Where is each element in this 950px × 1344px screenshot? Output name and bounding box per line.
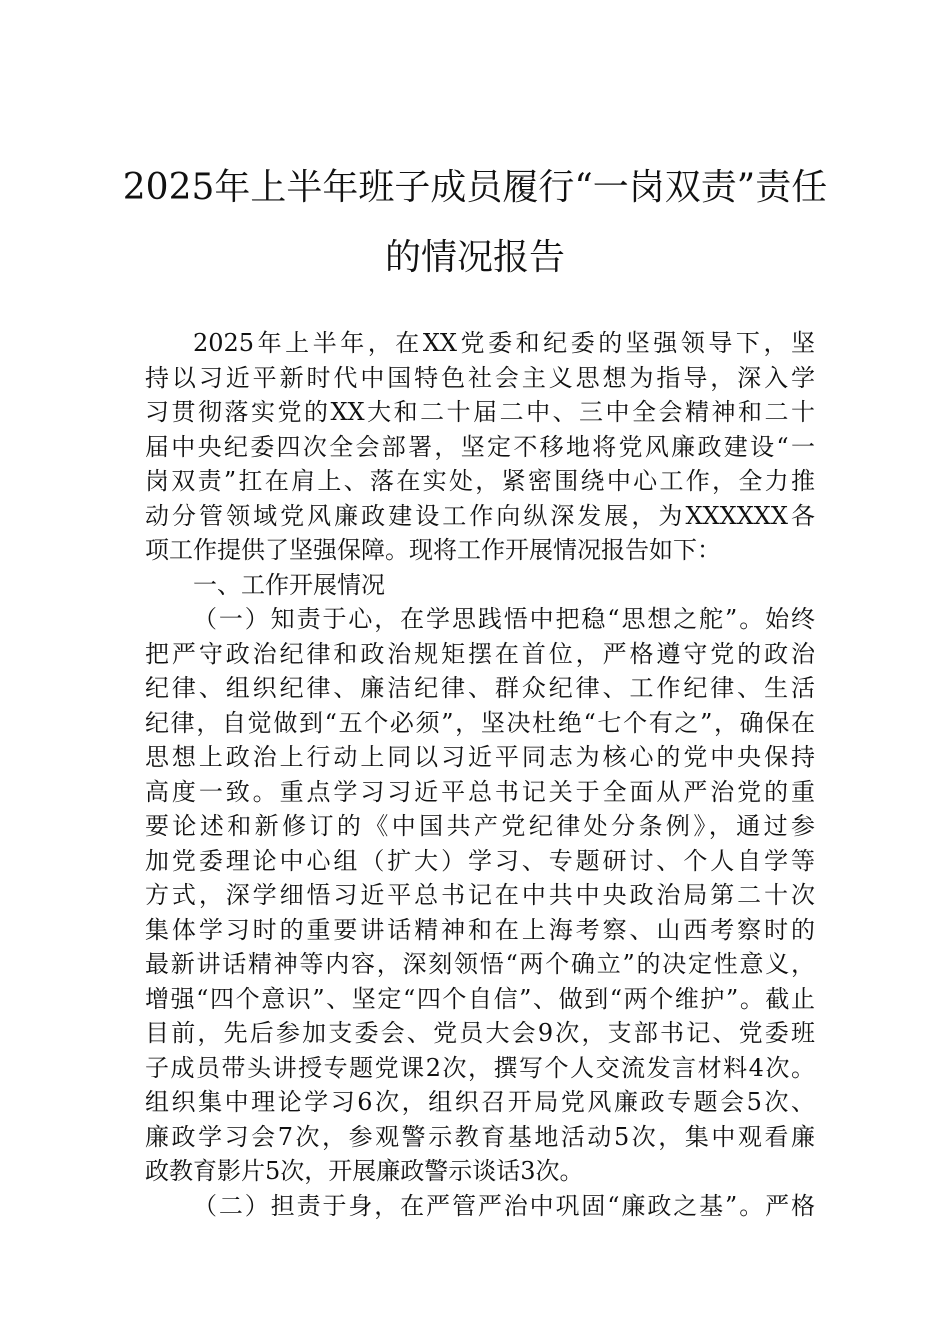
- paragraph-line: 2025年上半年，在XX党委和纪委的坚强领导下，坚: [193, 329, 815, 357]
- paragraph-line: 政教育影片5次，开展廉政警示谈话3次。: [145, 1157, 584, 1185]
- section-heading: 一、工作开展情况: [193, 570, 385, 599]
- document-title-line-2: 的情况报告: [384, 237, 565, 278]
- paragraph-line: 思想上政治上行动上同以习近平同志为核心的党中央保持: [145, 743, 815, 771]
- paragraph-line: 纪律，自觉做到“五个必须”，坚决杜绝“七个有之”，确保在: [145, 708, 815, 737]
- paragraph-line: 方式，深学细悟习近平总书记在中共中央政治局第二十次: [145, 881, 815, 909]
- paragraph-line: 要论述和新修订的《中国共产党纪律处分条例》，通过参: [145, 812, 815, 840]
- paragraph-line: 把严守政治纪律和政治规矩摆在首位，严格遵守党的政治: [145, 639, 815, 668]
- paragraph-line: 届中央纪委四次全会部署，坚定不移地将党风廉政建设“一: [145, 432, 815, 461]
- paragraph-line: 持以习近平新时代中国特色社会主义思想为指导，深入学: [145, 363, 815, 392]
- paragraph-line: 集体学习时的重要讲话精神和在上海考察、山西考察时的: [145, 915, 815, 944]
- paragraph-line: 增强“四个意识”、坚定“四个自信”、做到“两个维护”。截止: [145, 984, 815, 1013]
- paragraph-line: 高度一致。重点学习习近平总书记关于全面从严治党的重: [145, 777, 815, 806]
- paragraph-line: （二）担责于身，在严管严治中巩固“廉政之基”。严格: [193, 1191, 815, 1220]
- document-body: [145, 326, 815, 1223]
- document-title-line-1: 2025年上半年班子成员履行“一岗双责”责任: [122, 167, 828, 208]
- paragraph-line: 纪律、组织纪律、廉洁纪律、群众纪律、工作纪律、生活: [145, 674, 815, 702]
- paragraph-line: 项工作提供了坚强保障。现将工作开展情况报告如下：: [145, 536, 721, 564]
- paragraph-line: 加党委理论中心组（扩大）学习、专题研讨、个人自学等: [145, 846, 815, 875]
- paragraph-line: 习贯彻落实党的XX大和二十届二中、三中全会精神和二十: [145, 398, 815, 426]
- paragraph-line: 组织集中理论学习6次，组织召开局党风廉政专题会5次、: [145, 1088, 815, 1116]
- paragraph-line: 最新讲话精神等内容，深刻领悟“两个确立”的决定性意义，: [145, 950, 815, 978]
- paragraph-line: （一）知责于心，在学思践悟中把稳“思想之舵”。始终: [193, 605, 815, 633]
- paragraph-line: 子成员带头讲授专题党课2次，撰写个人交流发言材料4次。: [145, 1053, 815, 1082]
- paragraph-line: 岗双责”扛在肩上、落在实处，紧密围绕中心工作，全力推: [145, 467, 815, 495]
- paragraph-line: 廉政学习会7次，参观警示教育基地活动5次，集中观看廉: [145, 1122, 815, 1151]
- paragraph-line: 动分管领域党风廉政建设工作向纵深发展，为XXXXXX各: [145, 501, 815, 530]
- paragraph-line: 目前，先后参加支委会、党员大会9次，支部书记、党委班: [145, 1019, 815, 1047]
